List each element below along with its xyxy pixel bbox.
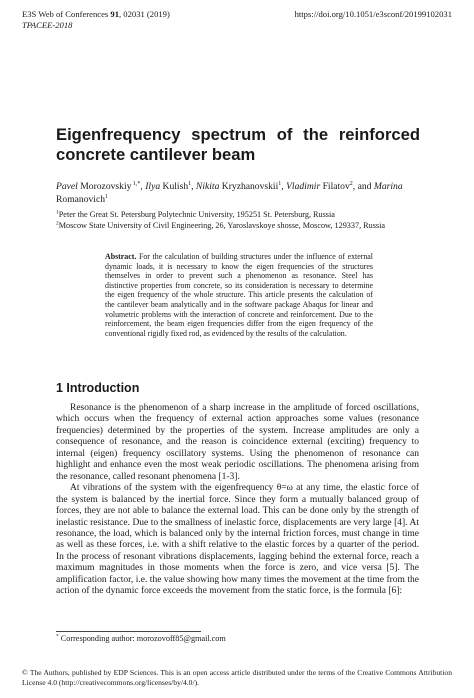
author-separator: , — [140, 181, 146, 192]
footnote-mark: * — [56, 633, 59, 640]
footnote — [56, 634, 226, 643]
doi-link[interactable]: https://doi.org/10.1051/e3sconf/20199102031 — [294, 9, 452, 19]
affiliation-1 — [56, 209, 424, 220]
body-paragraph: At vibrations of the system with the eigenfrequency θ=ω at any time, the elastic force of the system is balanced by the inertial force. Since they form a mutually balanced group of forces, they are not able to balance the external load. This can be done only by the strength of inelastic resistance. Due to the smallness of inelastic force, displacements are very large [4]. At resonance, the load, which is balanced only by the internal friction forces, must change in time as well as these forces, i.e. with a shift relative to the elastic forces by a quarter of the period. In the process of resonant vibrations displacements, lagging behind the external force, reach a maximum magnitudes in those moments when the force is zero, and vice versa [5]. The amplification factor, i.e. the value showing how many times the movement at the time from the action of the dynamic force exceeds the movement from the static force, is the formula [6]: — [56, 483, 419, 597]
author-affiliation-mark: 2 — [349, 180, 353, 187]
affiliation-text: Peter the Great St. Petersburg Polytechnic University, 195251 St. Petersburg, Russia — [58, 210, 335, 219]
abstract — [105, 252, 373, 338]
body-paragraph: Resonance is the phenomenon of a sharp increase in the amplitude of forced oscillations, which occurs when the frequency of external action approaches some values (resonance frequencies) determined by the properties of the system. Increase amplitudes are only a consequence of resonance, and the reason is coincidence external (exciting) frequency to internal (eigen) frequency oscillatory systems. Using the phenomenon of resonance can highlight and enhance even the most weak periodic oscillations. The phenomena arising from the resonance, called resonant phenomena [1-3]. — [56, 403, 419, 482]
journal-citation — [22, 9, 170, 20]
author-list — [56, 181, 424, 206]
author-first-name: Nikita — [195, 181, 220, 192]
section-heading: 1 Introduction — [56, 381, 140, 395]
author-first-name: Vladimir — [286, 181, 321, 192]
author-surname: Romanovich — [56, 193, 106, 205]
article-and-year: , 02031 (2019) — [119, 9, 170, 19]
author-first-name: Marina — [373, 181, 403, 192]
author-first-name: Ilya — [145, 181, 161, 192]
author-affiliation-mark: 1 — [188, 180, 192, 187]
footnote-text: Corresponding author: morozovoff85@gmail.com — [58, 634, 226, 643]
title-line-2: concrete cantilever beam — [56, 145, 256, 164]
abstract-text: For the calculation of building structures under the influence of external dynamic loads, it is necessary to know the eigen frequencies of the structures themselves in order to prevent such a phenomenon as resonance. Steel has distinctive properties from concrete, so its consideration is necessary to determine the eigen frequency of the whole structure. This article presents the calculation of the cantilever beam analytically and in the software package Abaqus for linear and volumetric problems with the interaction of concrete and reinforcement. Due to the reinforcement, the beam eigen frequencies differ from the eigen frequency of the conventional rigidly fixed rod, as evidenced by the results of the calculation. — [105, 252, 373, 338]
section-body — [56, 403, 419, 598]
affiliation-2 — [56, 220, 424, 231]
footnote-divider — [56, 631, 201, 632]
author-separator: , — [191, 181, 196, 192]
affiliation-number: 1 — [56, 209, 59, 216]
author-affiliation-mark: 1 — [278, 180, 282, 187]
author-affiliation-mark: 1 — [105, 193, 109, 200]
paper-title — [56, 125, 420, 165]
volume-number: 91 — [110, 9, 119, 19]
journal-name: E3S Web of Conferences — [22, 9, 111, 19]
author-surname: Kryzhanovskii — [219, 181, 279, 192]
title-line-1: Eigenfrequency spectrum of the reinforced — [56, 125, 420, 144]
abstract-label: Abstract. — [105, 252, 137, 261]
copyright-notice: © The Authors, published by EDP Sciences. This is an open access article distributed under the terms of the Creative Commons Attribution License 4.0 (http://creativecommons.org/licenses/by/4.0/). — [22, 668, 452, 687]
author-separator: , and — [352, 181, 374, 192]
author-surname: Filatov — [320, 181, 350, 192]
author-affiliation-mark: 1,* — [131, 180, 141, 187]
author-separator: , — [281, 181, 287, 192]
author-surname: Morozovskiy — [77, 181, 132, 192]
author-surname: Kulish — [160, 181, 189, 192]
running-header — [22, 9, 170, 31]
affiliation-text: Moscow State University of Civil Engineering, 26, Yaroslavskoye shosse, Moscow, 129337, Russia — [58, 221, 386, 230]
author-first-name: Pavel — [56, 181, 78, 192]
affiliation-number: 2 — [56, 220, 59, 227]
conference-name: TPACEE-2018 — [22, 20, 73, 30]
